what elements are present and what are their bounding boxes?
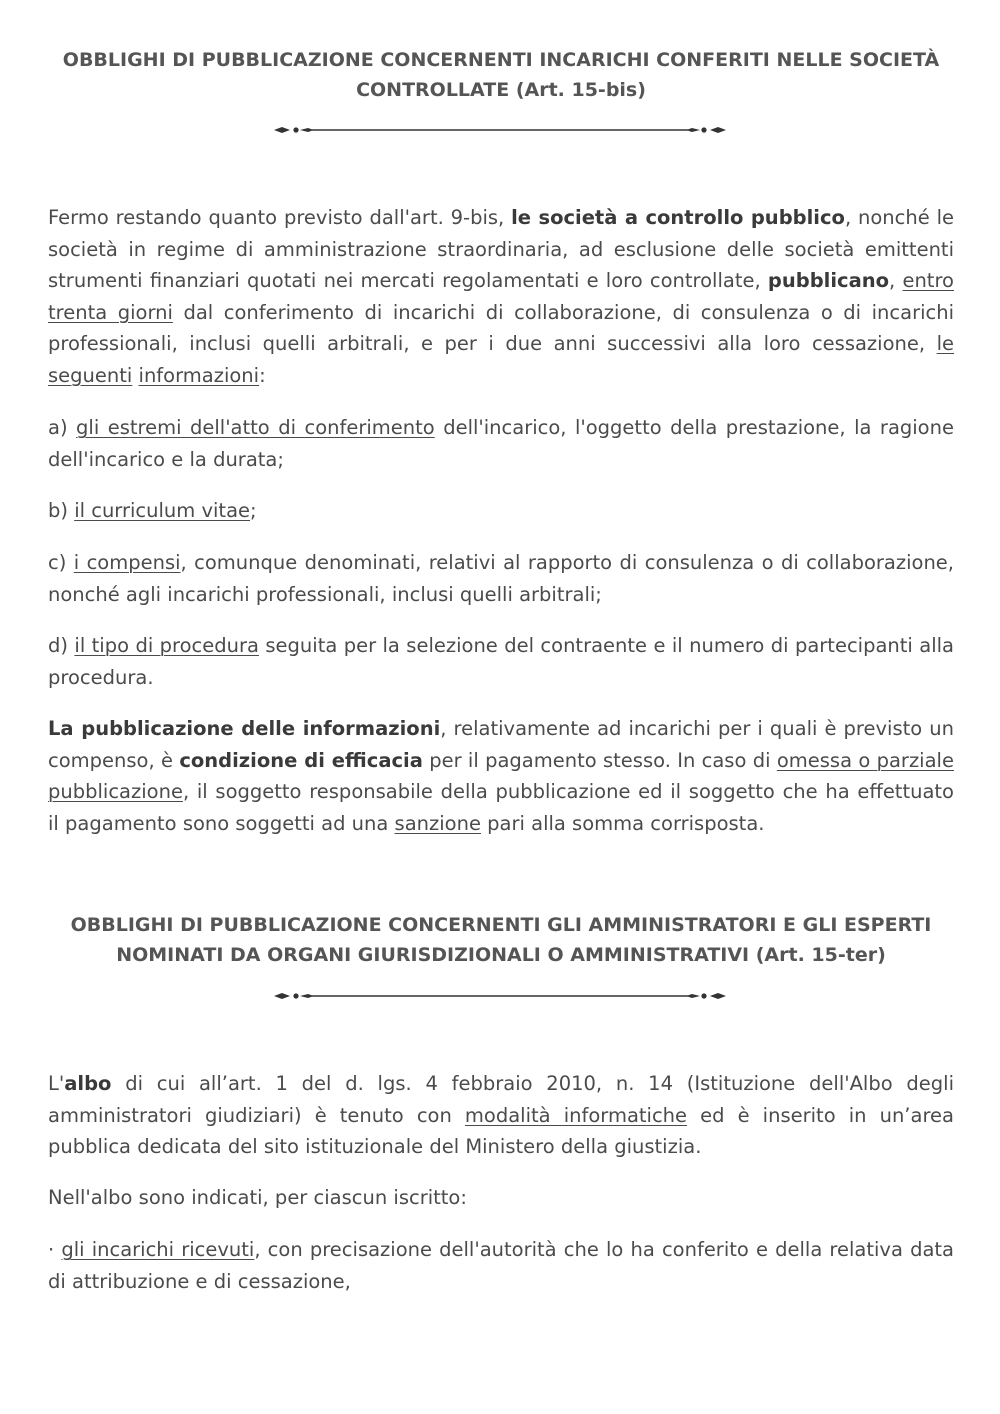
paragraph-albo-contents [48,1182,954,1214]
ornament-divider [272,989,728,1003]
underlined-text: entro trenta giorni [48,269,954,324]
text-run: ed è inserito in un’area pubblica dedicata del sito istituzionale del Ministero della giustizia. [48,1103,954,1158]
text-run: , il soggetto responsabile della pubblicazione ed il soggetto che ha effettuato il pagamento sono soggetti ad una [48,780,954,835]
section-title-line: OBBLIGHI DI PUBBLICAZIONE CONCERNENTI GLI AMMINISTRATORI E GLI ESPERTI [70,914,932,936]
text-run: , relativamente ad incarichi per i quali è previsto un compenso, è [48,717,954,772]
underlined-text: sanzione [394,811,481,835]
text-run: per il pagamento stesso. In caso di [422,748,777,772]
list-marker: d) [48,634,75,657]
text-run: , nonché le società in regime di amministrazione straordinaria, ad esclusione delle società emittenti strumenti finanziari quotati nei mercati regolamentati e loro controllate, [48,206,954,292]
list-marker: b) [48,499,75,522]
underlined-text: il tipo di procedura [74,634,259,657]
underlined-text: omessa o parziale pubblicazione [48,748,954,803]
paragraph-publication-condition [48,713,954,839]
ornament-divider [272,123,728,137]
list-item-a [48,412,954,475]
section-title-art-15-bis [48,45,954,105]
section-title-line: OBBLIGHI DI PUBBLICAZIONE CONCERNENTI INCARICHI CONFERITI NELLE SOCIETÀ [62,49,940,71]
list-item-d [48,630,954,693]
paragraph-albo [48,1068,954,1163]
list-item-c [48,547,954,610]
text-run: ; [250,499,257,522]
text-run: : [259,363,266,387]
list-item-b [48,495,954,527]
text-run: , con precisazione dell'autorità che lo ha conferito e della relativa data di attribuzione e di cessazione, [48,1238,954,1293]
section-title-art-15-ter [48,910,954,970]
underlined-text: informazioni [138,363,260,387]
bold-text: La pubblicazione delle informazioni [48,717,441,740]
bullet-marker: · [48,1238,62,1261]
text-run: L' [48,1072,65,1095]
list-marker: c) [48,551,74,574]
text-run: Nell'albo sono indicati, per ciascun iscritto: [48,1186,467,1209]
bullet-item-incarichi [48,1234,954,1297]
text-run: dell'incarico, l'oggetto della prestazione, la ragione dell'incarico e la durata; [48,416,954,471]
bold-text: albo [64,1072,112,1095]
underlined-text: gli incarichi ricevuti [61,1238,255,1261]
text-run: di cui all’art. 1 del d. lgs. 4 febbraio 2010, n. 14 (Istituzione dell'Albo degli amministratori giudiziari) è tenuto con [48,1072,954,1127]
underlined-text: il curriculum vitae [74,499,251,522]
text-run: , [889,269,903,292]
text-run: , comunque denominati, relativi al rapporto di consulenza o di collaborazione, nonché agli incarichi professionali, inclusi quelli arbitrali; [48,551,955,606]
underlined-text: modalità informatiche [464,1103,688,1127]
bold-text: condizione di efficacia [179,748,423,772]
bold-text: pubblicano [767,269,890,292]
text-run: seguita per la selezione del contraente e il numero di partecipanti alla procedura. [48,634,954,689]
section-title-line: CONTROLLATE (Art. 15-bis) [356,79,646,101]
underlined-text: i compensi [73,551,181,574]
section-title-line: NOMINATI DA ORGANI GIURISDIZIONALI O AMMINISTRATIVI (Art. 15-ter) [116,944,886,966]
bold-text: le società a controllo pubblico [511,206,845,229]
text-run: dal conferimento di incarichi di collaborazione, di consulenza o di incarichi professionali, inclusi quelli arbitrali, e per i due anni successivi alla loro cessazione, [48,300,955,355]
text-run: Fermo restando quanto previsto dall'art. 9-bis, [48,206,512,229]
list-marker: a) [48,416,77,439]
paragraph-intro [48,202,954,391]
text-run: pari alla somma corrisposta. [480,811,765,835]
underlined-text: le seguenti [48,332,954,387]
underlined-text: gli estremi dell'atto di conferimento [76,416,435,439]
